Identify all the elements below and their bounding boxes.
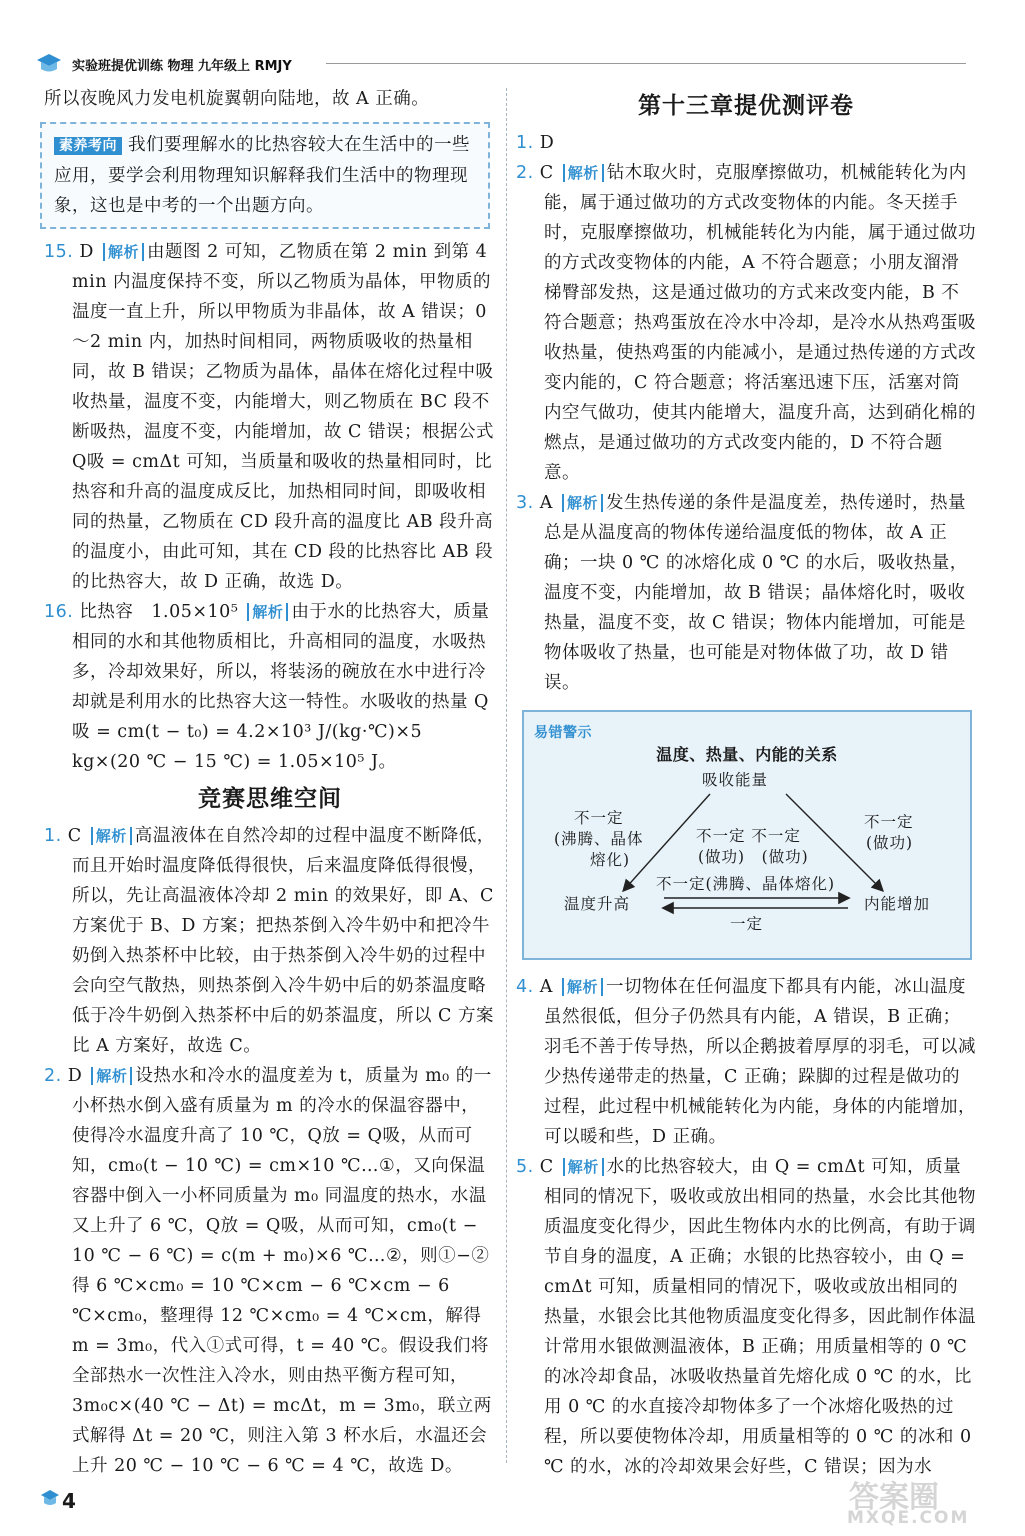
middle-label-1: 不一定 不一定 — [696, 827, 801, 845]
question-number: 2. — [44, 1066, 62, 1086]
answer-16 — [44, 597, 496, 777]
left-edge-label-2: (沸腾、晶体 — [554, 830, 644, 848]
analysis-text: 由于水的比热容大，质量相同的水和其他物质相比，升高相同的温度，水吸热多，冷却效果好，所以，将装汤的碗放在水中进行冷却就是利用水的比热容大这一特性。水吸收的热量 Q吸 = cm(t − t₀) = 4.2×10³ J/(kg·℃)×5 kg×(20 ℃ − 15 ℃) = 1.05×10⁵ J。 — [72, 602, 490, 772]
analysis-tag: 解析 — [562, 978, 603, 996]
analysis-tag: 解析 — [562, 494, 603, 512]
node-internal-energy-increase: 内能增加 — [864, 895, 931, 913]
answer-choice: A — [539, 493, 553, 513]
question-number: 4. — [516, 977, 534, 997]
column-divider — [506, 88, 507, 1463]
answer-choice: C — [539, 163, 554, 183]
diagram-title: 温度、热量、内能的关系 — [656, 745, 838, 764]
analysis-text: 设热水和冷水的温度差为 t，质量为 m₀ 的一小杯热水倒入盛有质量为 m 的冷水的保温容器中，使得冷水温度升高了 10 ℃，Q放 = Q吸，从而可知，cm₀(t − 10 ℃) = cm×10 ℃…①，又向保温容器中倒入一小杯同质量为 m₀ 同温度的热水，水温又上升了 6 ℃，Q放 = Q吸，从而可知，cm₀(t − 10 ℃ − 6 ℃) = c(m + m₀)×6 ℃…②，则①−②得 6 ℃×cm₀ = 10 ℃×cm − 6 ℃×cm − 6 ℃×cm₀，整理得 12 ℃×cm₀ = 4 ℃×cm，解得 m = 3m₀，代入①式可得，t = 40 ℃。假设我们将全部热水一次性注入冷水，则由热平衡方程可知，3m₀c×(40 ℃ − Δt) = mcΔt，m = 3m₀，联立两式解得 Δt = 20 ℃，则注入第 3 杯水后，水温还会上升 20 ℃ − 10 ℃ − 6 ℃ = 4 ℃，故选 D。 — [72, 1066, 492, 1476]
node-absorb-energy: 吸收能量 — [702, 771, 769, 789]
analysis-text: 高温液体在自然冷却的过程中温度不断降低，而且开始时温度降低得很快，后来温度降低得很慢，所以，先让高温液体冷却 2 min 的效果好，即 A、C 方案优于 B、D 方案；把热茶倒入冷牛奶中和把冷牛奶倒入热茶杯中比较，由于热茶倒入冷牛奶的过程中会向空气散热，则热茶倒入冷牛奶中后的奶茶温度略低于冷牛奶倒入热茶杯中后的奶茶温度，所以 C 方案比 A 方案好，故选 C。 — [72, 826, 495, 1056]
question-number: 2. — [516, 163, 534, 183]
contest-answer-1 — [44, 821, 496, 1061]
book-logo-icon — [36, 52, 62, 76]
base-label-bottom: 一定 — [730, 915, 764, 933]
answer-r4 — [516, 972, 976, 1152]
competency-label: 素养考向 — [54, 137, 122, 155]
analysis-text: 水的比热容较大，由 Q = cmΔt 可知，质量相同的情况下，吸收或放出相同的热量，水会比其他物质温度变化得少，因此生物体内水的比例高，有助于调节自身的温度，A 正确；水银的比热容较小，由 Q = cmΔt 可知，质量相同的情况下，吸收或放出相同的热量，水银会比其他物质温度变化得多，因此制作体温计常用水银做测温液体，B 正确；用质量相等的 0 ℃ 的冰冷却食品，冰吸收热量首先熔化成 0 ℃ 的水，比用 0 ℃ 的水直接冷却物体多了一个冰熔化吸热的过程，所以要使物体冷却，用质量相等的 0 ℃ 的冰和 0 ℃ 的水，冰的冷却效果会好些，C 错误；因为水 — [544, 1157, 976, 1477]
competency-box — [40, 122, 490, 229]
question-number: 1. — [516, 133, 534, 153]
header-title: 实验班提优训练 物理 九年级上 RMJY — [72, 59, 292, 74]
page-number — [40, 1488, 86, 1518]
header-rule — [326, 63, 966, 64]
analysis-tag: 解析 — [91, 827, 132, 845]
left-edge-label-3: 熔化) — [590, 851, 631, 869]
question-number: 5. — [516, 1157, 534, 1177]
right-edge-label-2: (做功) — [866, 834, 914, 852]
analysis-text: 钻木取火时，克服摩擦做功，机械能转化为内能，属于通过做功的方式改变物体的内能。冬天搓手时，克服摩擦做功，机械能转化为内能，属于通过做功的方式改变物体的内能，A 不符合题意；小朋友溜滑梯臀部发热，这是通过做功的方式来改变内能，B 不符合题意；热鸡蛋放在冷水中冷却，是冷水从热鸡蛋吸收热量，使热鸡蛋的内能减小，是通过热传递的方式改变内能的，C 符合题意；将活塞迅速下压，活塞对筒内空气做功，使其内能增大，温度升高，达到硝化棉的燃点，是通过做功的方式改变内能的，D 不符合题意。 — [544, 163, 976, 483]
warning-label: 易错警示 — [534, 725, 592, 741]
right-edge-label-1: 不一定 — [864, 813, 914, 831]
book-logo-small-icon — [40, 1488, 60, 1514]
answer-15 — [44, 237, 496, 597]
continued-text: 所以夜晚风力发电机旋翼朝向陆地，故 A 正确。 — [44, 89, 430, 109]
watermark-title: 答案圈 — [849, 1480, 939, 1515]
chapter-title: 第十三章提优测评卷 — [638, 93, 854, 119]
analysis-text: 发生热传递的条件是温度差，热传递时，热量总是从温度高的物体传递给温度低的物体，故 A 正确；一块 0 ℃ 的冰熔化成 0 ℃ 的水后，吸收热量，温度不变，内能增加，故 B 错误；晶体熔化时，吸收热量，温度不变，故 C 错误；物体内能增加，可能是物体吸收了热量，也可能是对物体做了功，故 D 错误。 — [544, 493, 968, 693]
mistake-warning-diagram — [522, 710, 972, 960]
answer-r5 — [516, 1152, 976, 1482]
analysis-tag: 解析 — [563, 1158, 604, 1176]
left-column — [44, 84, 496, 1481]
question-number: 15. — [44, 242, 74, 262]
page-number-text: 4 — [62, 1489, 76, 1513]
contest-answer-2 — [44, 1061, 496, 1481]
answer-r2 — [516, 158, 976, 488]
question-number: 1. — [44, 826, 62, 846]
left-edge-label-1: 不一定 — [574, 809, 624, 827]
watermark-url: MXQE.COM — [847, 1508, 970, 1528]
middle-label-2: (做功) (做功) — [698, 848, 809, 866]
question-number: 3. — [516, 493, 534, 513]
answer-r3 — [516, 488, 976, 698]
paragraph-continued — [44, 84, 496, 114]
analysis-tag: 解析 — [247, 603, 288, 621]
watermark — [845, 1472, 1005, 1532]
right-column — [516, 84, 976, 1482]
competency-text: 我们要理解水的比热容较大在生活中的一些应用，要学会利用物理知识解释我们生活中的物理现象，这也是中考的一个出题方向。 — [54, 135, 470, 216]
answer-choice: C — [67, 826, 82, 846]
base-label-top: 不一定(沸腾、晶体熔化) — [656, 875, 836, 893]
analysis-tag: 解析 — [563, 164, 604, 182]
analysis-text: 一切物体在任何温度下都具有内能，冰山温度虽然很低，但分子仍然具有内能，A 错误，B 正确；羽毛不善于传导热，所以企鹅披着厚厚的羽毛，可以减少热传递带走的热量，C 正确；跺脚的过程是做功的过程，此过程中机械能转化为内能，身体的内能增加，可以暖和些，D 正确。 — [544, 977, 976, 1147]
question-number: 16. — [44, 602, 74, 622]
analysis-tag: 解析 — [91, 1067, 132, 1085]
running-header — [36, 52, 966, 76]
analysis-tag: 解析 — [103, 243, 144, 261]
answer-choice: D — [539, 133, 555, 153]
section-title: 竞赛思维空间 — [198, 786, 342, 812]
answer-choice: C — [539, 1157, 554, 1177]
answer-choice: 比热容 1.05×10⁵ — [79, 602, 239, 622]
answer-choice: A — [539, 977, 553, 997]
node-temperature-rise: 温度升高 — [564, 895, 631, 913]
answer-r1 — [516, 128, 976, 158]
answer-choice: D — [79, 242, 94, 262]
analysis-text: 由题图 2 可知，乙物质在第 2 min 到第 4 min 内温度保持不变，所以乙物质为晶体，甲物质的温度一直上升，所以甲物质为非晶体，故 A 错误；0～2 min 内，加热时间相同，两物质吸收的热量相同，故 B 错误；乙物质为晶体，晶体在熔化过程中吸收热量，温度不变，内能增大，则乙物质在 BC 段不断吸热，温度不变，内能增加，故 C 错误；根据公式 Q吸 = cmΔt 可知，当质量和吸收的热量相同时，比热容和升高的温度成反比，加热相同时间，即吸收相同的热量，乙物质在 CD 段升高的温度比 AB 段升高的温度小，由此可知，其在 CD 段的比热容比 AB 段的比热容大，故 D 正确，故选 D。 — [72, 242, 495, 592]
answer-choice: D — [67, 1066, 83, 1086]
